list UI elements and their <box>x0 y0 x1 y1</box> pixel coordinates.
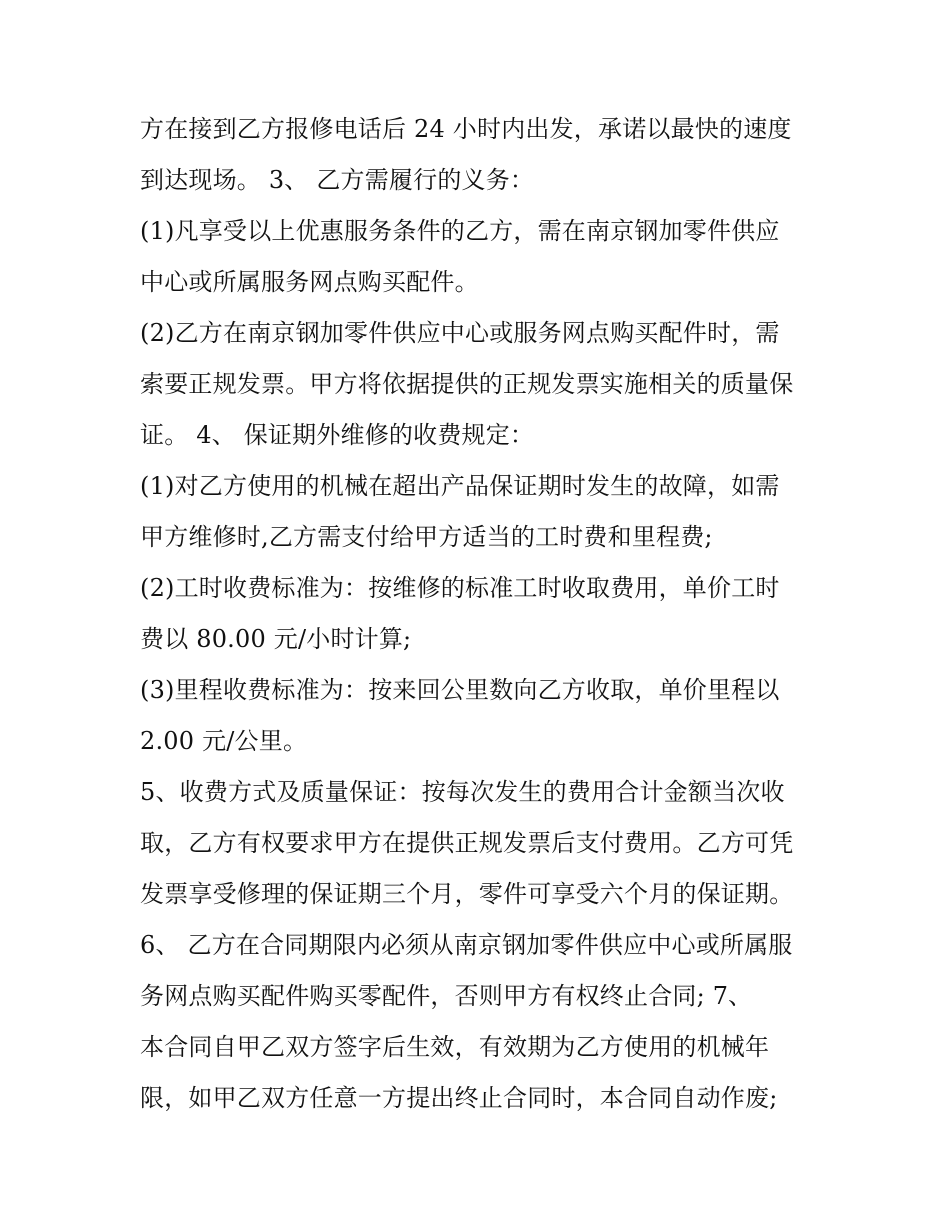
text-line-18: 务网点购买配件购买零配件，否则甲方有权终止合同; 7、 <box>140 982 753 1010</box>
text-line-14: 5、收费方式及质量保证：按每次发生的费用合计金额当次收 <box>140 778 785 806</box>
text-line-19: 本合同自甲乙双方签字后生效，有效期为乙方使用的机械年 <box>140 1033 770 1061</box>
text-line-10: (2)工时收费标准为：按维修的标准工时收取费用，单价工时 <box>140 574 780 602</box>
text-line-17: 6、 乙方在合同期限内必须从南京钢加零件供应中心或所属服 <box>140 931 793 959</box>
text-line-9: 甲方维修时,乙方需支付给甲方适当的工时费和里程费; <box>140 523 713 551</box>
text-line-3: (1)凡享受以上优惠服务条件的乙方，需在南京钢加零件供应 <box>140 217 780 245</box>
text-line-20: 限，如甲乙双方任意一方提出终止合同时，本合同自动作废; <box>140 1084 778 1112</box>
text-line-13: 2.00 元/公里。 <box>140 727 308 755</box>
text-line-5: (2)乙方在南京钢加零件供应中心或服务网点购买配件时，需 <box>140 319 780 347</box>
text-line-16: 发票享受修理的保证期三个月，零件可享受六个月的保证期。 <box>140 880 794 908</box>
text-line-11: 费以 80.00 元/小时计算; <box>140 625 412 653</box>
text-line-15: 取，乙方有权要求甲方在提供正规发票后支付费用。乙方可凭 <box>140 829 794 857</box>
text-line-12: (3)里程收费标准为：按来回公里数向乙方收取，单价里程以 <box>140 676 780 704</box>
text-line-6: 索要正规发票。甲方将依据提供的正规发票实施相关的质量保 <box>140 370 794 398</box>
text-line-2: 到达现场。 3、 乙方需履行的义务： <box>140 166 535 194</box>
text-line-7: 证。 4、 保证期外维修的收费规定： <box>140 421 535 449</box>
text-line-8: (1)对乙方使用的机械在超出产品保证期时发生的故障，如需 <box>140 472 780 500</box>
document-body <box>140 104 830 1124</box>
text-line-1: 方在接到乙方报修电话后 24 小时内出发，承诺以最快的速度 <box>140 115 792 143</box>
text-line-4: 中心或所属服务网点购买配件。 <box>140 268 479 296</box>
